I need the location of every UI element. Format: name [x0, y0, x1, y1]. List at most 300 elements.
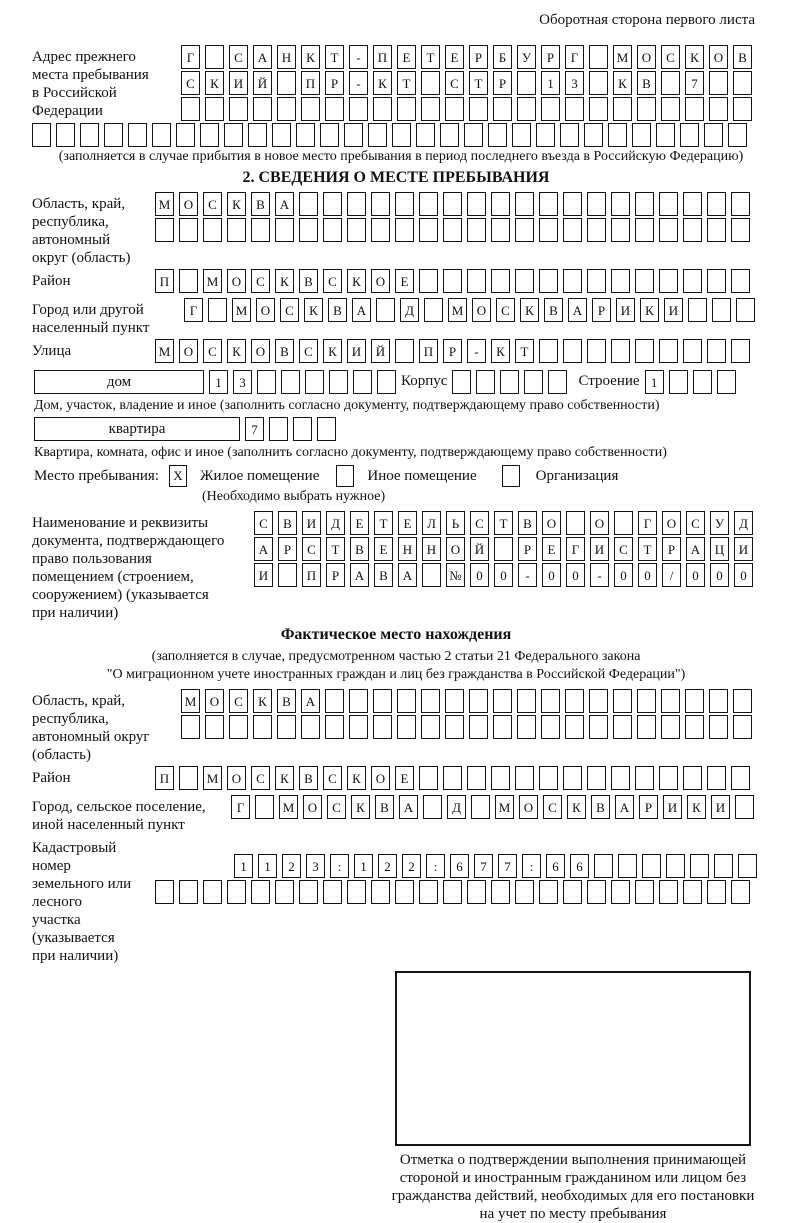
- char-cell: Ц: [710, 537, 729, 561]
- char-cell: [494, 537, 513, 561]
- char-cell: 6: [570, 854, 589, 878]
- char-cell: С: [251, 269, 270, 293]
- char-cell: [424, 298, 443, 322]
- char-cell: [594, 854, 613, 878]
- char-cell: К: [347, 766, 366, 790]
- char-cell: [589, 71, 608, 95]
- char-cell: С: [686, 511, 705, 535]
- char-cell: О: [251, 339, 270, 363]
- char-cell: Д: [400, 298, 419, 322]
- char-cell: [637, 97, 656, 121]
- char-cell: [467, 766, 486, 790]
- prev-address-block: [32, 45, 800, 123]
- char-cell: М: [448, 298, 467, 322]
- char-cell: [608, 123, 627, 147]
- char-cell: [419, 218, 438, 242]
- char-cell: 1: [209, 370, 228, 394]
- char-cell: Р: [325, 71, 344, 95]
- char-cell: [272, 123, 291, 147]
- char-cell: В: [328, 298, 347, 322]
- cadastral-block: [32, 836, 800, 965]
- char-cell: [275, 218, 294, 242]
- char-cell: С: [470, 511, 489, 535]
- char-cell: Т: [374, 511, 393, 535]
- char-grid-row: [254, 511, 753, 535]
- district-block: [32, 269, 800, 295]
- char-cell: [469, 97, 488, 121]
- char-cell: К: [253, 689, 272, 713]
- char-cell: [541, 97, 560, 121]
- char-cell: [637, 715, 656, 739]
- char-cell: [704, 123, 723, 147]
- char-cell: [397, 689, 416, 713]
- region-block: [32, 192, 800, 267]
- char-cell: [707, 192, 726, 216]
- label-line: Отметка о подтверждении выполнения принимающей: [399, 1152, 747, 1168]
- actual-note-line2: "О миграционном учете иностранных граждан и лиц без гражданства в Российской Федерации"): [106, 667, 686, 682]
- stroenie-grid: [645, 370, 736, 394]
- house-row: [34, 370, 800, 396]
- char-cell: В: [251, 192, 270, 216]
- label-line: республика,: [32, 711, 109, 727]
- char-cell: [613, 97, 632, 121]
- char-cell: 6: [450, 854, 469, 878]
- char-cell: С: [327, 795, 346, 819]
- char-cell: [419, 880, 438, 904]
- char-grid-row: [254, 537, 753, 561]
- char-cell: Р: [326, 563, 345, 587]
- char-cell: Р: [541, 45, 560, 69]
- label-line: стороной и иностранным гражданином или лицом без: [399, 1170, 747, 1186]
- actual-location-title: Фактическое место нахождения: [280, 626, 512, 643]
- char-cell: [517, 689, 536, 713]
- char-cell: С: [181, 71, 200, 95]
- char-cell: [281, 370, 300, 394]
- label-line: Область, край,: [32, 693, 126, 709]
- char-grid-row: [181, 45, 752, 69]
- char-cell: 1: [354, 854, 373, 878]
- label-line: земельного или лесного: [32, 876, 132, 910]
- actual-region-block: [32, 689, 800, 764]
- label-line: документа, подтверждающего: [32, 533, 225, 549]
- char-cell: К: [685, 45, 704, 69]
- char-cell: В: [299, 766, 318, 790]
- char-cell: О: [371, 269, 390, 293]
- char-cell: О: [371, 766, 390, 790]
- char-cell: С: [661, 45, 680, 69]
- char-cell: /: [662, 563, 681, 587]
- char-cell: [275, 880, 294, 904]
- char-cell: [512, 123, 531, 147]
- char-cell: О: [446, 537, 465, 561]
- char-cell: Е: [445, 45, 464, 69]
- actual-region-grid: [181, 689, 752, 741]
- char-cell: [299, 880, 318, 904]
- char-cell: [200, 123, 219, 147]
- char-cell: [371, 192, 390, 216]
- char-grid-row: [155, 766, 750, 790]
- char-cell: [735, 795, 754, 819]
- char-cell: Т: [421, 45, 440, 69]
- label-line: республика,: [32, 214, 109, 230]
- char-cell: [659, 269, 678, 293]
- char-cell: [635, 339, 654, 363]
- char-cell: И: [590, 537, 609, 561]
- char-cell: [731, 192, 750, 216]
- char-cell: [635, 192, 654, 216]
- char-cell: [656, 123, 675, 147]
- char-cell: А: [275, 192, 294, 216]
- char-cell: [685, 97, 704, 121]
- actual-region-label: [32, 689, 181, 764]
- char-cell: [176, 123, 195, 147]
- char-cell: А: [568, 298, 587, 322]
- char-cell: К: [275, 766, 294, 790]
- char-cell: [419, 192, 438, 216]
- char-cell: Й: [470, 537, 489, 561]
- char-cell: [587, 339, 606, 363]
- apartment-grid: [245, 417, 336, 441]
- char-cell: О: [519, 795, 538, 819]
- char-cell: М: [203, 766, 222, 790]
- char-cell: К: [301, 45, 320, 69]
- char-cell: О: [709, 45, 728, 69]
- char-cell: [683, 766, 702, 790]
- char-cell: [661, 71, 680, 95]
- char-cell: К: [304, 298, 323, 322]
- char-cell: Т: [515, 339, 534, 363]
- char-cell: [693, 370, 712, 394]
- char-cell: О: [303, 795, 322, 819]
- char-cell: [515, 880, 534, 904]
- char-cell: 0: [638, 563, 657, 587]
- char-cell: М: [181, 689, 200, 713]
- char-cell: С: [229, 689, 248, 713]
- char-cell: С: [251, 766, 270, 790]
- char-cell: [717, 370, 736, 394]
- char-cell: Н: [398, 537, 417, 561]
- label-line: участка (указывается: [32, 912, 115, 946]
- char-cell: [524, 370, 543, 394]
- char-cell: [491, 766, 510, 790]
- char-cell: [736, 298, 755, 322]
- char-cell: К: [613, 71, 632, 95]
- label-line: места пребывания: [32, 67, 149, 83]
- char-cell: И: [616, 298, 635, 322]
- char-cell: [733, 71, 752, 95]
- label-line: Город, сельское поселение,: [32, 799, 206, 815]
- char-cell: К: [687, 795, 706, 819]
- char-cell: О: [472, 298, 491, 322]
- label-line: помещением (строением,: [32, 569, 194, 585]
- char-cell: [680, 123, 699, 147]
- char-cell: И: [347, 339, 366, 363]
- char-cell: [203, 218, 222, 242]
- char-cell: К: [227, 339, 246, 363]
- char-cell: [587, 192, 606, 216]
- checkbox-organizaciya: [502, 465, 520, 487]
- char-cell: И: [663, 795, 682, 819]
- label-line: иной населенный пункт: [32, 817, 185, 833]
- char-cell: [349, 97, 368, 121]
- char-cell: [635, 218, 654, 242]
- char-cell: [709, 97, 728, 121]
- char-cell: [443, 218, 462, 242]
- char-cell: [611, 269, 630, 293]
- char-cell: [248, 123, 267, 147]
- label-line: Область, край,: [32, 196, 126, 212]
- char-cell: [253, 97, 272, 121]
- char-cell: [707, 880, 726, 904]
- char-cell: К: [640, 298, 659, 322]
- char-cell: 2: [378, 854, 397, 878]
- char-cell: [443, 192, 462, 216]
- char-grid-row: [181, 97, 752, 121]
- char-cell: [155, 218, 174, 242]
- char-cell: О: [227, 766, 246, 790]
- char-cell: [560, 123, 579, 147]
- char-cell: [688, 298, 707, 322]
- char-cell: -: [467, 339, 486, 363]
- char-cell: [445, 97, 464, 121]
- char-cell: [255, 795, 274, 819]
- char-cell: [683, 269, 702, 293]
- char-cell: [395, 880, 414, 904]
- char-cell: [635, 766, 654, 790]
- char-cell: [728, 123, 747, 147]
- street-label: Улица: [32, 343, 72, 359]
- char-cell: И: [711, 795, 730, 819]
- char-cell: -: [349, 71, 368, 95]
- char-cell: [443, 269, 462, 293]
- char-cell: В: [278, 511, 297, 535]
- char-cell: О: [637, 45, 656, 69]
- char-cell: Г: [638, 511, 657, 535]
- actual-city-label: [32, 795, 231, 834]
- char-cell: [395, 218, 414, 242]
- actual-district-block: [32, 766, 800, 792]
- char-cell: [347, 192, 366, 216]
- char-cell: М: [155, 192, 174, 216]
- char-cell: [491, 218, 510, 242]
- char-cell: [709, 71, 728, 95]
- stamp-caption: [373, 1151, 773, 1223]
- char-cell: [325, 689, 344, 713]
- house-box-label: дом: [34, 370, 204, 394]
- option-organizaciya-label: Организация: [535, 467, 619, 484]
- char-cell: [565, 715, 584, 739]
- char-cell: [491, 192, 510, 216]
- actual-city-block: [32, 795, 800, 834]
- char-cell: В: [637, 71, 656, 95]
- char-cell: [419, 766, 438, 790]
- char-cell: В: [275, 339, 294, 363]
- char-cell: :: [522, 854, 541, 878]
- char-cell: [515, 192, 534, 216]
- char-cell: А: [301, 689, 320, 713]
- char-cell: [344, 123, 363, 147]
- char-cell: [301, 715, 320, 739]
- char-grid-row: [254, 563, 753, 587]
- prev-address-note: (заполняется в случае прибытия в новое место пребывания в период последнего въезда в Российскую Федерацию): [58, 149, 744, 164]
- char-cell: В: [733, 45, 752, 69]
- label-line: Наименование и реквизиты: [32, 515, 209, 531]
- char-cell: [731, 766, 750, 790]
- char-cell: У: [517, 45, 536, 69]
- stay-type-row: [34, 465, 800, 487]
- char-cell: М: [613, 45, 632, 69]
- char-cell: В: [277, 689, 296, 713]
- char-cell: А: [686, 537, 705, 561]
- char-cell: [373, 715, 392, 739]
- char-cell: [467, 269, 486, 293]
- char-cell: [278, 563, 297, 587]
- char-cell: [563, 269, 582, 293]
- char-cell: [179, 218, 198, 242]
- char-cell: [539, 766, 558, 790]
- cadastral-label: [32, 836, 155, 965]
- label-line: Федерации: [32, 103, 103, 119]
- checkbox-zhiloe: X: [169, 465, 187, 487]
- char-cell: [659, 192, 678, 216]
- char-cell: С: [229, 45, 248, 69]
- char-cell: П: [155, 766, 174, 790]
- label-line: гражданства действий, необходимых для его постановки: [391, 1188, 755, 1204]
- apartment-row: [34, 417, 800, 443]
- option-inoe-label: Иное помещение: [367, 467, 477, 484]
- char-cell: С: [323, 269, 342, 293]
- char-cell: -: [349, 45, 368, 69]
- apartment-box-label: квартира: [34, 417, 240, 441]
- char-cell: С: [323, 766, 342, 790]
- label-line: округ (область): [32, 250, 131, 266]
- char-cell: [515, 269, 534, 293]
- section2-title: 2. СВЕДЕНИЯ О МЕСТЕ ПРЕБЫВАНИЯ: [242, 169, 550, 186]
- char-cell: [301, 97, 320, 121]
- char-cell: В: [299, 269, 318, 293]
- char-cell: [305, 370, 324, 394]
- char-cell: [423, 795, 442, 819]
- char-cell: И: [734, 537, 753, 561]
- char-cell: [349, 689, 368, 713]
- char-cell: С: [302, 537, 321, 561]
- char-cell: [565, 689, 584, 713]
- char-cell: Е: [395, 269, 414, 293]
- char-cell: [229, 97, 248, 121]
- document-grid: [254, 511, 753, 589]
- char-cell: [548, 370, 567, 394]
- char-cell: [563, 192, 582, 216]
- char-cell: 7: [245, 417, 264, 441]
- char-cell: Т: [397, 71, 416, 95]
- char-grid-row: [234, 854, 757, 878]
- char-cell: [205, 45, 224, 69]
- char-cell: Й: [253, 71, 272, 95]
- char-grid-row: [155, 218, 750, 242]
- char-cell: [373, 97, 392, 121]
- char-cell: К: [205, 71, 224, 95]
- char-cell: [253, 715, 272, 739]
- char-cell: [205, 715, 224, 739]
- char-cell: [642, 854, 661, 878]
- char-cell: [517, 715, 536, 739]
- label-line: в Российской: [32, 85, 117, 101]
- char-cell: [587, 880, 606, 904]
- char-cell: [488, 123, 507, 147]
- char-cell: [611, 339, 630, 363]
- char-cell: Г: [231, 795, 250, 819]
- char-grid-row: [155, 192, 750, 216]
- char-cell: М: [155, 339, 174, 363]
- char-cell: Р: [278, 537, 297, 561]
- city-block: [32, 298, 800, 337]
- char-grid-row: [155, 880, 757, 904]
- char-cell: В: [518, 511, 537, 535]
- char-cell: [277, 715, 296, 739]
- char-cell: [661, 97, 680, 121]
- char-cell: [731, 269, 750, 293]
- char-cell: Т: [638, 537, 657, 561]
- char-cell: [440, 123, 459, 147]
- char-cell: Е: [374, 537, 393, 561]
- char-cell: [227, 880, 246, 904]
- char-cell: 0: [710, 563, 729, 587]
- char-cell: [80, 123, 99, 147]
- char-cell: [707, 766, 726, 790]
- char-cell: И: [664, 298, 683, 322]
- char-cell: [589, 715, 608, 739]
- char-cell: [493, 715, 512, 739]
- char-cell: [320, 123, 339, 147]
- char-cell: Л: [422, 511, 441, 535]
- char-cell: 0: [734, 563, 753, 587]
- char-cell: С: [496, 298, 515, 322]
- char-cell: С: [299, 339, 318, 363]
- district-label: Район: [32, 273, 71, 289]
- char-cell: [584, 123, 603, 147]
- cadastral-grid: [155, 836, 757, 906]
- char-cell: [611, 766, 630, 790]
- char-cell: П: [301, 71, 320, 95]
- char-cell: [325, 715, 344, 739]
- char-cell: [421, 689, 440, 713]
- stay-type-hint: (Необходимо выбрать нужное): [202, 489, 386, 504]
- char-cell: А: [254, 537, 273, 561]
- char-cell: Д: [734, 511, 753, 535]
- checkbox-inoe: [336, 465, 354, 487]
- char-cell: [179, 766, 198, 790]
- confirmation-stamp-box: [395, 971, 751, 1146]
- char-cell: [611, 192, 630, 216]
- char-cell: [659, 218, 678, 242]
- char-cell: 0: [470, 563, 489, 587]
- char-cell: [733, 689, 752, 713]
- char-cell: [731, 218, 750, 242]
- char-cell: 1: [541, 71, 560, 95]
- char-cell: [257, 370, 276, 394]
- char-cell: [395, 192, 414, 216]
- char-cell: [587, 269, 606, 293]
- char-cell: [269, 417, 288, 441]
- char-cell: [325, 97, 344, 121]
- char-cell: [517, 71, 536, 95]
- char-cell: [329, 370, 348, 394]
- char-cell: [467, 192, 486, 216]
- char-grid-row: [184, 298, 755, 322]
- char-cell: [587, 218, 606, 242]
- char-cell: [347, 218, 366, 242]
- char-cell: В: [350, 537, 369, 561]
